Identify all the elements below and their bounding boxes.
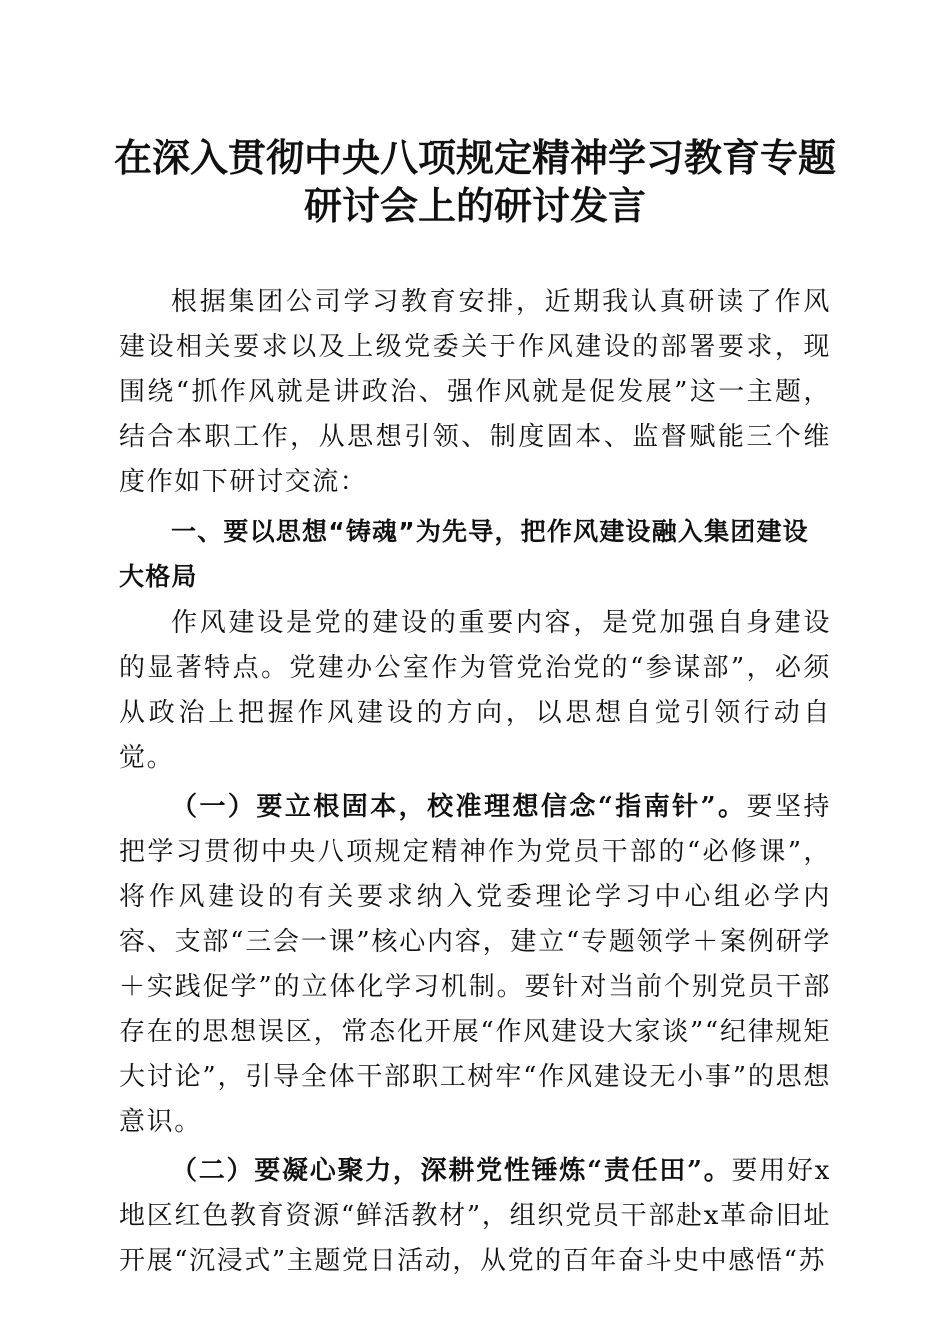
section-1-paragraph: 作风建设是党的建设的重要内容，是党加强自身建设的显著特点。党建办公室作为管党治党的“参谋部”，必须从政治上把握作风建设的方向，以思想自觉引领行动自觉。 (119, 608, 831, 773)
intro-paragraph: 根据集团公司学习教育安排，近期我认真研读了作风建设相关要求以及上级党委关于作风建设的部署要求，现围绕“抓作风就是讲政治、强作风就是促发展”这一主题，结合本职工作，从思想引领、制度固本、监督赋能三个维度作如下研讨交流： (119, 287, 831, 497)
point-1-text: 要坚持把学习贯彻中央八项规定精神作为党员干部的“必修课”，将作风建设的有关要求纳入党委理论学习中心组必学内容、支部“三会一课”核心内容，建立“专题领学＋案例研学＋实践促学”的立体化学习机制。要针对当前个别党员干部存在的思想误区，常态化开展“作风建设大家谈”“纪律规矩大讨论”，引导全体干部职工树牢“作风建设无小事”的思想意识。 (119, 792, 831, 1137)
section-heading-1: 一、要以思想“铸魂”为先导，把作风建设融入集团建设大格局 (119, 517, 809, 591)
point-2-lead: （二）要凝心聚力，深耕党性锤炼“责任田”。 (171, 1156, 732, 1186)
point-1-lead: （一）要立根固本，校准理想信念“指南针”。 (171, 792, 747, 822)
point-2-paragraph (119, 1149, 831, 1284)
document-body (119, 280, 831, 1284)
point-1-paragraph (119, 785, 831, 1145)
document-title: 在深入贯彻中央八项规定精神学习教育专题研讨会上的研讨发言 (113, 135, 836, 228)
point-2-text: 要用好x地区红色教育资源“鲜活教材”，组织党员干部赴x革命旧址开展“沉浸式”主题党日活动，从党的百年奋斗史中感悟“苏 (119, 1156, 831, 1276)
